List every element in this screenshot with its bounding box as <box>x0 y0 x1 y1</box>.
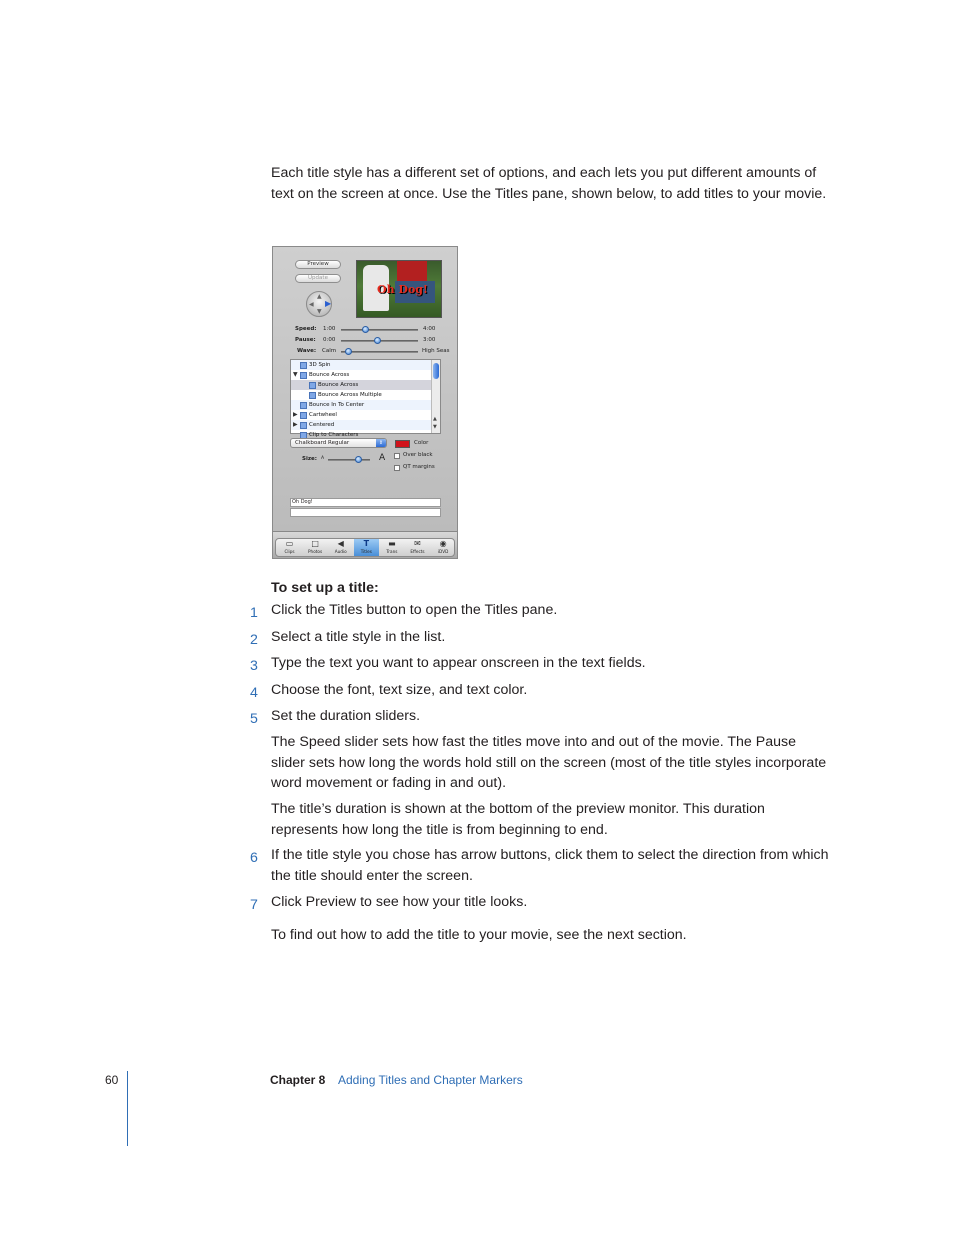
step-text: Set the duration sliders. <box>271 708 421 724</box>
speed-slider-knob[interactable] <box>362 326 369 333</box>
pause-label-text: Pause: <box>295 337 316 343</box>
chapter-title: Adding Titles and Chapter Markers <box>338 1073 523 1087</box>
titles-icon: T <box>363 539 370 548</box>
title-style-icon <box>300 362 307 369</box>
title-style-icon <box>300 422 307 429</box>
title-style-icon <box>309 392 316 399</box>
toolbar-button-label: Audio <box>334 549 347 554</box>
popup-arrows-icon: ⇕ <box>376 439 386 447</box>
step-text: Click Preview to see how your title looks. <box>271 894 528 910</box>
trans-icon: ▬ <box>388 539 396 548</box>
title-style-icon <box>300 412 307 419</box>
step-number: 6 <box>250 850 258 866</box>
disclosure-triangle-icon[interactable]: ▼ <box>293 371 298 378</box>
title-style-icon <box>300 372 307 379</box>
toolbar-button-idvd[interactable] <box>431 539 456 556</box>
speed-label <box>295 326 317 332</box>
toolbar-button-photos[interactable] <box>303 539 328 556</box>
intro-paragraph: Each title style has a different set of options, and each lets you put different amounts of text on the screen at once. Use the Titles pane, shown below, to add titles to your movie. <box>271 165 827 202</box>
pane-toolbar <box>273 531 457 558</box>
step-text: Select a title style in the list. <box>271 629 446 645</box>
size-large-a: A <box>379 453 386 463</box>
font-popup[interactable] <box>290 438 387 448</box>
page-number: 60 <box>105 1073 119 1087</box>
wave-label <box>297 348 316 354</box>
title-style-icon <box>300 402 307 409</box>
style-list-item[interactable] <box>291 370 432 380</box>
toolbar-button-label: Clips <box>284 549 295 554</box>
style-name: Bounce In To Center <box>309 402 365 408</box>
style-list-item[interactable] <box>291 390 432 400</box>
pane-button-bar <box>275 538 455 557</box>
style-list-item[interactable] <box>291 410 432 420</box>
toolbar-button-clips[interactable] <box>277 539 302 556</box>
titles-pane-screenshot <box>272 246 458 559</box>
step-text: Click the Titles button to open the Titles pane. <box>271 602 558 618</box>
arrow-right-icon[interactable]: ▶ <box>325 299 332 308</box>
audio-icon: ◀ <box>337 539 344 548</box>
size-small-a: A <box>321 456 325 461</box>
wave-slider-track[interactable] <box>341 351 418 353</box>
duration-paragraph: The title’s duration is shown at the bottom of the preview monitor. This duration represents how long the title is from beginning to end. <box>271 801 765 838</box>
title-style-icon <box>309 382 316 389</box>
style-name: Cartwheel <box>309 412 337 418</box>
style-name: Bounce Across Multiple <box>318 392 382 398</box>
speed-label-text: Speed: <box>295 326 317 332</box>
toolbar-button-label: Effects <box>410 549 425 554</box>
size-slider-knob[interactable] <box>355 456 362 463</box>
wave-max: High Seas <box>422 348 450 354</box>
toolbar-button-trans[interactable] <box>379 539 404 556</box>
step-text: If the title style you chose has arrow buttons, click them to select the direction from which the title should enter the screen. <box>271 847 829 884</box>
pause-slider-knob[interactable] <box>374 337 381 344</box>
step-6 <box>250 845 830 887</box>
disclosure-triangle-icon[interactable]: ▶ <box>293 421 298 428</box>
pause-label <box>295 337 316 343</box>
style-name: Bounce Across <box>309 372 350 378</box>
step-number: 4 <box>250 685 258 701</box>
closing-paragraph: To find out how to add the title to your movie, see the next section. <box>271 927 687 943</box>
qt-margins-checkbox[interactable] <box>394 465 400 471</box>
step-text: Choose the font, text size, and text color. <box>271 682 528 698</box>
style-list-item[interactable] <box>291 380 432 390</box>
pause-min: 0:00 <box>323 337 336 343</box>
steps-heading: To set up a title: <box>271 580 379 596</box>
step-number: 7 <box>250 897 258 913</box>
speed-min: 1:00 <box>323 326 336 332</box>
footer-rule <box>127 1071 128 1146</box>
update-button[interactable]: Update <box>295 274 341 283</box>
scroll-down-icon[interactable]: ▼ <box>433 424 437 430</box>
chapter-label: Chapter 8 <box>270 1073 326 1087</box>
arrow-down-icon[interactable]: ▼ <box>317 308 322 315</box>
step-number: 2 <box>250 632 258 648</box>
idvd-icon: ◉ <box>439 539 447 548</box>
wave-label-text: Wave: <box>297 348 317 354</box>
wave-slider-knob[interactable] <box>345 348 352 355</box>
scroll-up-icon[interactable]: ▲ <box>433 416 437 422</box>
arrow-left-icon[interactable]: ◀ <box>309 301 314 308</box>
preview-title-text: Oh Dog! <box>377 283 428 296</box>
over-black-label: Over black <box>403 452 433 458</box>
direction-arrows[interactable] <box>306 291 332 317</box>
style-list-item[interactable] <box>291 400 432 410</box>
toolbar-button-effects[interactable] <box>405 539 430 556</box>
size-label <box>302 456 317 462</box>
speed-slider-track[interactable] <box>341 329 418 331</box>
title-text-field-1[interactable]: Oh Dog! <box>290 498 441 507</box>
step-number: 3 <box>250 658 258 674</box>
clips-icon: ▭ <box>285 539 294 548</box>
style-list-item[interactable] <box>291 420 432 430</box>
toolbar-button-label: Titles <box>360 549 372 554</box>
speed-max: 4:00 <box>423 326 436 332</box>
over-black-checkbox[interactable] <box>394 453 400 459</box>
preview-button[interactable]: Preview <box>295 260 341 269</box>
speed-paragraph: The Speed slider sets how fast the titles move into and out of the movie. The Pause slider sets how long the words hold still on the screen (most of the title styles incorporate word movement or fading in and out). <box>271 734 827 791</box>
size-slider-track[interactable] <box>328 459 370 461</box>
scrollbar-thumb[interactable] <box>433 363 439 379</box>
qt-margins-label: QT margins <box>403 464 435 470</box>
toolbar-button-label: Photos <box>308 549 323 554</box>
font-popup-value: Chalkboard Regular <box>295 440 350 446</box>
toolbar-button-label: Trans <box>386 549 398 554</box>
photos-icon: □ <box>311 539 319 548</box>
style-name: Clip to Characters <box>309 432 359 438</box>
title-style-list[interactable] <box>290 359 441 438</box>
color-label: Color <box>414 440 429 446</box>
preview-monitor <box>356 260 442 318</box>
style-name: 3D Spin <box>309 362 331 368</box>
list-scrollbar[interactable] <box>431 360 440 433</box>
toolbar-button-titles[interactable] <box>354 539 379 556</box>
toolbar-button-audio[interactable] <box>328 539 353 556</box>
arrow-up-icon[interactable]: ▲ <box>317 293 322 300</box>
step-text: Type the text you want to appear onscreen in the text fields. <box>271 655 646 671</box>
style-list-item[interactable] <box>291 360 432 370</box>
wave-min: Calm <box>322 348 337 354</box>
step-number: 1 <box>250 605 258 621</box>
disclosure-triangle-icon[interactable]: ▶ <box>293 411 298 418</box>
title-text-field-2[interactable] <box>290 508 441 517</box>
color-swatch[interactable] <box>395 440 410 448</box>
pause-max: 3:00 <box>423 337 436 343</box>
style-name: Bounce Across <box>318 382 359 388</box>
style-name: Centered <box>309 422 335 428</box>
step-number: 5 <box>250 711 258 727</box>
size-label-text: Size: <box>302 456 317 462</box>
toolbar-button-label: iDVD <box>437 549 449 554</box>
effects-icon: ✉ <box>414 539 421 548</box>
